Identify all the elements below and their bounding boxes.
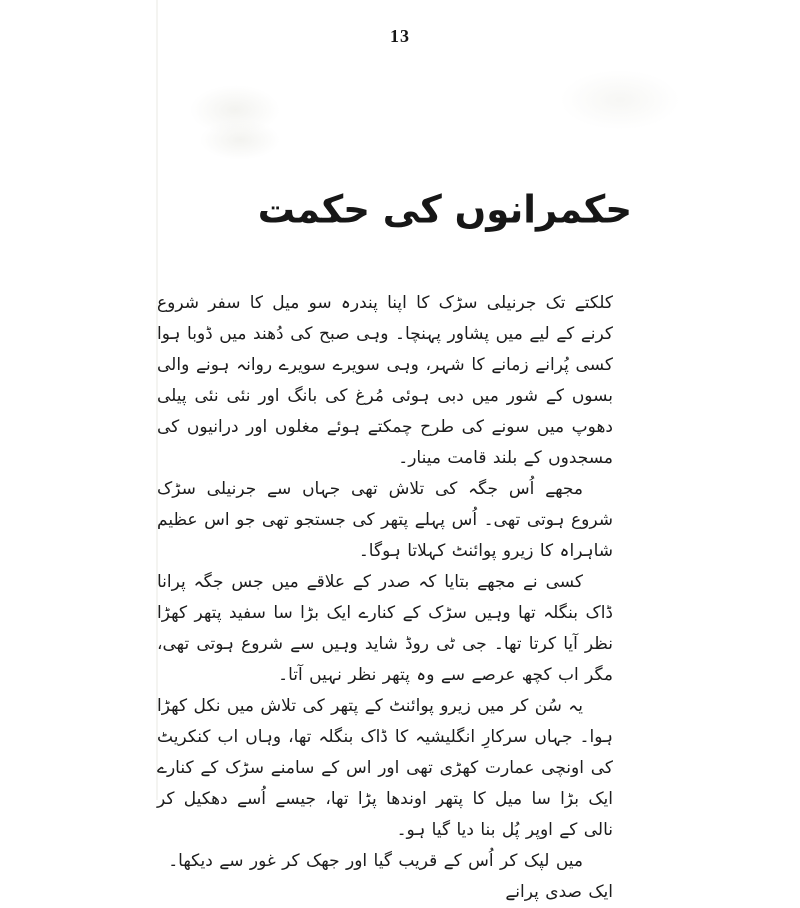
- chapter-heading: حکمرانوں کی حکمت: [257, 187, 632, 232]
- body-paragraph: مجھے اُس جگہ کی تلاش تھی جہاں سے جرنیلی سڑک شروع ہوتی تھی۔ اُس پہلے پتھر کی جستجو تھی جو اس عظیم شاہراہ کا زیرو پوائنٹ کہلاتا ہوگا۔: [157, 479, 613, 561]
- body-paragraph: کلکتے تک جرنیلی سڑک کا اپنا پندرہ سو میل کا سفر شروع کرنے کے لیے میں پشاور پہنچا۔ وہی صبح کی دُھند میں ڈوبا ہوا کسی پُرانے زمانے کا شہر، وہی سویرے سویرے روانہ ہونے والی بسوں کے شور میں دبی ہوئی مُرغ کی بانگ اور نئی نئی پیلی دھوپ میں سونے کی طرح چمکتے ہوئے مغلوں اور درانیوں کی مسجدوں کے بلند قامت مینار۔: [157, 293, 613, 468]
- body-text: [157, 288, 613, 908]
- body-paragraph: یہ سُن کر میں زیرو پوائنٹ کے پتھر کی تلاش میں نکل کھڑا ہوا۔ جہاں سرکارِ انگلیشیہ کا ڈاک بنگلہ تھا، وہاں اب کنکریٹ کی اونچی عمارت کھڑی تھی اور اس کے سامنے سڑک کے کنارے ایک بڑا سا میل کا پتھر اوندھا پڑا تھا، جیسے اُسے دھکیل کر نالی کے اوپر پُل بنا دیا گیا ہو۔: [157, 696, 613, 840]
- body-paragraph: کسی نے مجھے بتایا کہ صدر کے علاقے میں جس جگہ پرانا ڈاک بنگلہ تھا وہیں سڑک کے کنارے ایک بڑا سا سفید پتھر کھڑا نظر آیا کرتا تھا۔ جی ٹی روڈ شاید وہیں سے شروع ہوتی تھی، مگر اب کچھ عرصے سے وہ پتھر نظر نہیں آتا۔: [157, 572, 613, 685]
- scan-smudge: [560, 70, 680, 130]
- page-number: 13: [390, 26, 410, 46]
- scan-smudge: [200, 120, 280, 160]
- body-paragraph: میں لپک کر اُس کے قریب گیا اور جھک کر غور سے دیکھا۔ ایک صدی پرانے: [168, 851, 613, 902]
